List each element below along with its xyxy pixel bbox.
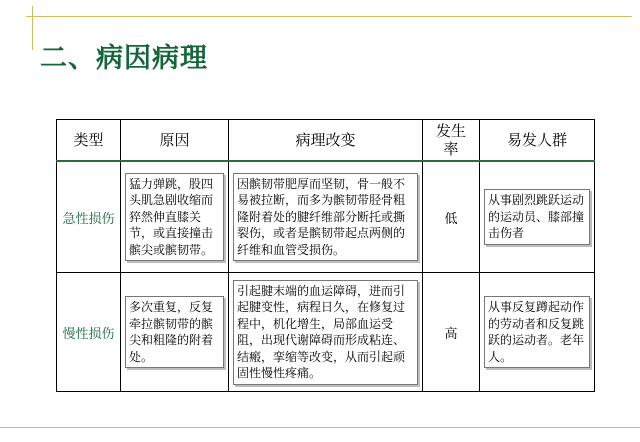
bottom-rule [0,427,640,428]
pathology-table-container [56,119,594,389]
row-population: 从事反复蹲起动作的劳动者和反复跳跃的运动者。老年人。 [484,296,590,368]
row-rate: 高 [423,273,480,392]
row-cause-cell [121,273,229,392]
table-row [57,273,595,392]
row-pathology: 引起腱末端的血运障碍，进而引起腱变性，病程日久，在修复过程中，机化增生，局部血运受阻，出现代谢障碍而形成粘连、结瘢，挛缩等改变，从而引起顽固性慢性疼痛。 [233,280,418,385]
row-pathology: 因髌韧带肥厚而坚韧，骨一般不易被拉断，而多为髌韧带胫骨粗隆附着处的腱纤维部分断托或撕裂伤，或者是髌韧带起点两侧的纤维和血管受损伤。 [233,173,418,262]
header-rate [423,120,480,162]
table-row [57,161,595,273]
table-header-row [57,120,595,162]
row-population: 从事剧烈跳跃运动的运动员、膝部撞击伤者 [484,189,590,245]
header-cause: 原因 [121,120,229,162]
row-type: 慢性损伤 [57,273,121,392]
row-population-cell [480,161,595,273]
row-population-cell [480,273,595,392]
header-type: 类型 [57,120,121,162]
row-cause: 猛力弹跳，股四头肌急剧收缩而猝然伸直膝关节，或直接撞击髌尖或髌韧带。 [125,173,224,262]
header-population: 易发人群 [480,120,595,162]
header-rate-label: 发生率 [436,122,467,158]
row-type: 急性损伤 [57,161,121,273]
header-pathology: 病理改变 [229,120,423,162]
top-rule [26,16,632,17]
row-rate: 低 [423,161,480,273]
left-rule [32,6,33,50]
pathology-table [56,119,595,392]
row-cause-cell [121,161,229,273]
page-title: 二、病因病理 [40,43,208,74]
row-pathology-cell [229,161,423,273]
row-cause: 多次重复，反复牵拉髌韧带的髌尖和粗隆的附着处。 [125,296,224,368]
row-pathology-cell [229,273,423,392]
